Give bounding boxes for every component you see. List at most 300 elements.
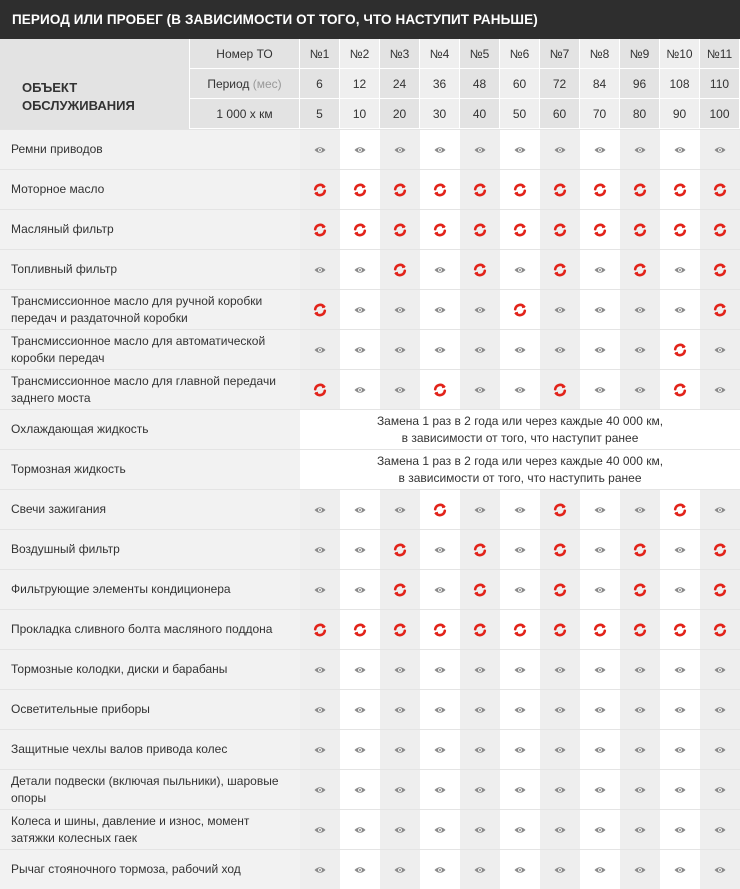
row-label: [0, 850, 300, 889]
replace-icon: [313, 223, 327, 237]
to-number-label: Номер ТО: [190, 39, 300, 69]
eye-icon: [514, 666, 526, 674]
eye-icon: [314, 826, 326, 834]
period-cell: 96: [620, 69, 660, 99]
schedule-cell: [340, 730, 380, 769]
schedule-cell: [620, 810, 660, 849]
schedule-cell: [620, 530, 660, 569]
schedule-cell: [380, 370, 420, 409]
schedule-cell: [420, 530, 460, 569]
row-label-text: Колеса и шины, давление и износ, момент затяжки колесных гаек: [11, 813, 250, 845]
schedule-cell: [620, 170, 660, 209]
schedule-cell: [300, 690, 340, 729]
schedule-cell: [700, 370, 740, 409]
eye-icon: [434, 746, 446, 754]
schedule-cell: [660, 210, 700, 249]
eye-icon: [354, 866, 366, 874]
replace-icon: [633, 183, 647, 197]
eye-icon: [714, 746, 726, 754]
eye-icon: [514, 746, 526, 754]
schedule-cell: [540, 330, 580, 369]
replace-icon: [673, 623, 687, 637]
row-label-text: Ремни приводов: [11, 142, 103, 156]
period-label-text: Период: [207, 77, 250, 91]
eye-icon: [554, 706, 566, 714]
replace-icon: [393, 223, 407, 237]
eye-icon: [514, 706, 526, 714]
replace-icon: [713, 543, 727, 557]
eye-icon: [354, 746, 366, 754]
period-cell: 84: [580, 69, 620, 99]
eye-icon: [554, 146, 566, 154]
eye-icon: [394, 746, 406, 754]
row-label: [0, 250, 300, 289]
schedule-cell: [620, 770, 660, 809]
schedule-cell: [300, 130, 340, 169]
schedule-cell: [660, 330, 700, 369]
schedule-cell: [700, 850, 740, 889]
to-number-cell: №10: [660, 39, 700, 69]
eye-icon: [434, 826, 446, 834]
eye-icon: [474, 706, 486, 714]
schedule-cell: [660, 690, 700, 729]
eye-icon: [514, 866, 526, 874]
eye-icon: [674, 666, 686, 674]
schedule-cell: [340, 610, 380, 649]
eye-icon: [714, 706, 726, 714]
replace-icon: [313, 303, 327, 317]
row-label: [0, 130, 300, 169]
schedule-cell: [380, 210, 420, 249]
schedule-cell: [540, 650, 580, 689]
replace-icon: [673, 343, 687, 357]
eye-icon: [354, 146, 366, 154]
schedule-cell: [500, 250, 540, 289]
eye-icon: [714, 786, 726, 794]
eye-icon: [314, 546, 326, 554]
schedule-cell: [420, 330, 460, 369]
schedule-cell: [580, 810, 620, 849]
eye-icon: [554, 866, 566, 874]
eye-icon: [714, 506, 726, 514]
eye-icon: [474, 786, 486, 794]
schedule-cell: [660, 290, 700, 329]
replacement-note-line: Замена 1 раз в 2 года или через каждые 40 000 км,: [376, 413, 664, 428]
km-cell: 70: [580, 99, 620, 129]
schedule-cell: [380, 570, 420, 609]
row-label-text: Трансмиссионное масло для главной передачи заднего моста: [11, 373, 276, 405]
schedule-cell: [340, 650, 380, 689]
schedule-cell: [500, 570, 540, 609]
replace-icon: [353, 223, 367, 237]
schedule-cell: [380, 330, 420, 369]
eye-icon: [314, 586, 326, 594]
table-row: [0, 729, 740, 769]
schedule-cell: [620, 290, 660, 329]
schedule-cell: [700, 690, 740, 729]
row-label-text: Осветительные приборы: [11, 702, 150, 716]
row-label-text: Топливный фильтр: [11, 262, 117, 276]
schedule-cell: [500, 370, 540, 409]
schedule-cell: [500, 490, 540, 529]
eye-icon: [514, 506, 526, 514]
eye-icon: [514, 266, 526, 274]
table-row: [0, 409, 740, 449]
km-cell: 60: [540, 99, 580, 129]
schedule-cell: [500, 290, 540, 329]
eye-icon: [554, 826, 566, 834]
eye-icon: [314, 506, 326, 514]
schedule-cell: [340, 370, 380, 409]
schedule-cell: [340, 850, 380, 889]
schedule-cell: [340, 170, 380, 209]
row-label: [0, 410, 300, 449]
schedule-cell: [300, 610, 340, 649]
schedule-cell: [700, 290, 740, 329]
eye-icon: [714, 666, 726, 674]
row-label: [0, 770, 300, 809]
schedule-cell: [540, 530, 580, 569]
eye-icon: [314, 786, 326, 794]
eye-icon: [514, 586, 526, 594]
to-number-cell: №3: [380, 39, 420, 69]
eye-icon: [474, 746, 486, 754]
schedule-cell: [700, 530, 740, 569]
km-cell: 40: [460, 99, 500, 129]
schedule-cell: [660, 850, 700, 889]
row-label: [0, 290, 300, 329]
eye-icon: [514, 386, 526, 394]
period-cell: 24: [380, 69, 420, 99]
eye-icon: [674, 706, 686, 714]
schedule-cell: [420, 490, 460, 529]
row-label-text: Воздушный фильтр: [11, 542, 120, 556]
eye-icon: [714, 826, 726, 834]
schedule-cell: [340, 330, 380, 369]
replace-icon: [473, 623, 487, 637]
replace-icon: [433, 183, 447, 197]
row-label-text: Охлаждающая жидкость: [11, 422, 149, 436]
schedule-cell: [700, 210, 740, 249]
eye-icon: [474, 666, 486, 674]
period-cell: 36: [420, 69, 460, 99]
eye-icon: [674, 746, 686, 754]
table-row: [0, 249, 740, 289]
table-row: [0, 329, 740, 369]
to-number-cell: №11: [700, 39, 740, 69]
schedule-cell: [580, 170, 620, 209]
schedule-cell: [620, 210, 660, 249]
schedule-cell: [300, 810, 340, 849]
schedule-cell: [540, 290, 580, 329]
schedule-cell: [660, 770, 700, 809]
schedule-cell: [300, 490, 340, 529]
replace-icon: [713, 183, 727, 197]
schedule-cell: [700, 170, 740, 209]
replace-icon: [713, 223, 727, 237]
replace-icon: [513, 303, 527, 317]
replacement-note: [300, 410, 740, 449]
schedule-cell: [660, 490, 700, 529]
eye-icon: [674, 546, 686, 554]
eye-icon: [434, 866, 446, 874]
schedule-cell: [540, 690, 580, 729]
replace-icon: [433, 223, 447, 237]
replace-icon: [713, 303, 727, 317]
eye-icon: [674, 786, 686, 794]
schedule-cell: [620, 330, 660, 369]
schedule-cell: [300, 530, 340, 569]
to-number-cell: №8: [580, 39, 620, 69]
schedule-cell: [460, 650, 500, 689]
eye-icon: [354, 506, 366, 514]
schedule-cell: [540, 730, 580, 769]
eye-icon: [674, 266, 686, 274]
replace-icon: [713, 583, 727, 597]
schedule-cell: [700, 330, 740, 369]
eye-icon: [514, 826, 526, 834]
replace-icon: [473, 183, 487, 197]
schedule-cell: [500, 650, 540, 689]
eye-icon: [674, 826, 686, 834]
schedule-cell: [580, 530, 620, 569]
replace-icon: [393, 183, 407, 197]
eye-icon: [674, 586, 686, 594]
schedule-cell: [460, 370, 500, 409]
schedule-cell: [300, 650, 340, 689]
eye-icon: [634, 826, 646, 834]
replace-icon: [513, 223, 527, 237]
schedule-cell: [580, 130, 620, 169]
replace-icon: [553, 383, 567, 397]
object-header: [0, 39, 190, 129]
schedule-cell: [700, 730, 740, 769]
table-row: [0, 169, 740, 209]
schedule-cell: [620, 370, 660, 409]
table-row: [0, 209, 740, 249]
schedule-cell: [500, 810, 540, 849]
schedule-cell: [540, 250, 580, 289]
replace-icon: [633, 623, 647, 637]
schedule-cell: [660, 170, 700, 209]
eye-icon: [354, 546, 366, 554]
to-number-cell: №4: [420, 39, 460, 69]
schedule-cell: [580, 570, 620, 609]
to-number-cell: №7: [540, 39, 580, 69]
eye-icon: [394, 346, 406, 354]
schedule-cell: [420, 650, 460, 689]
eye-icon: [594, 706, 606, 714]
schedule-cell: [460, 330, 500, 369]
eye-icon: [434, 146, 446, 154]
schedule-cell: [380, 810, 420, 849]
schedule-cell: [700, 250, 740, 289]
schedule-cell: [460, 170, 500, 209]
replace-icon: [553, 183, 567, 197]
schedule-cell: [460, 290, 500, 329]
replace-icon: [553, 623, 567, 637]
schedule-cell: [660, 650, 700, 689]
schedule-cell: [420, 610, 460, 649]
row-label: [0, 570, 300, 609]
eye-icon: [594, 266, 606, 274]
eye-icon: [714, 146, 726, 154]
schedule-cell: [380, 850, 420, 889]
schedule-cell: [380, 490, 420, 529]
schedule-cell: [420, 770, 460, 809]
schedule-cell: [420, 810, 460, 849]
to-number-cell: №9: [620, 39, 660, 69]
replace-icon: [713, 623, 727, 637]
schedule-cell: [460, 130, 500, 169]
eye-icon: [394, 666, 406, 674]
replace-icon: [313, 383, 327, 397]
km-cell: 90: [660, 99, 700, 129]
schedule-cell: [340, 570, 380, 609]
replace-icon: [673, 223, 687, 237]
period-cell: 6: [300, 69, 340, 99]
schedule-cell: [620, 730, 660, 769]
table-row: [0, 489, 740, 529]
row-label-text: Фильтрующие элементы кондиционера: [11, 582, 231, 596]
eye-icon: [594, 306, 606, 314]
schedule-cell: [540, 610, 580, 649]
row-label-text: Трансмиссионное масло для автоматической коробки передач: [11, 333, 266, 365]
eye-icon: [514, 786, 526, 794]
schedule-cell: [660, 250, 700, 289]
period-cell: 60: [500, 69, 540, 99]
schedule-cell: [380, 130, 420, 169]
schedule-cell: [540, 810, 580, 849]
schedule-cell: [620, 610, 660, 649]
schedule-cell: [300, 330, 340, 369]
schedule-cell: [460, 210, 500, 249]
row-label-text: Прокладка сливного болта масляного поддона: [11, 622, 273, 636]
eye-icon: [714, 866, 726, 874]
schedule-cell: [660, 530, 700, 569]
row-label-text: Масляный фильтр: [11, 222, 114, 236]
to-number-cell: №6: [500, 39, 540, 69]
schedule-cell: [460, 770, 500, 809]
eye-icon: [394, 306, 406, 314]
schedule-cell: [380, 610, 420, 649]
schedule-cell: [420, 730, 460, 769]
km-cell: 10: [340, 99, 380, 129]
eye-icon: [434, 266, 446, 274]
eye-icon: [354, 306, 366, 314]
schedule-cell: [500, 330, 540, 369]
schedule-cell: [580, 330, 620, 369]
schedule-cell: [620, 570, 660, 609]
eye-icon: [514, 546, 526, 554]
table-row: [0, 449, 740, 489]
row-label: [0, 450, 300, 489]
row-label: [0, 810, 300, 849]
schedule-cell: [340, 810, 380, 849]
eye-icon: [434, 586, 446, 594]
eye-icon: [474, 826, 486, 834]
table-row: [0, 289, 740, 329]
row-label: [0, 650, 300, 689]
replace-icon: [713, 263, 727, 277]
km-label: 1 000 х км: [190, 99, 300, 129]
schedule-cell: [660, 370, 700, 409]
schedule-cell: [500, 850, 540, 889]
replace-icon: [673, 183, 687, 197]
schedule-cell: [580, 610, 620, 649]
schedule-cell: [700, 570, 740, 609]
schedule-cell: [340, 490, 380, 529]
table-row: [0, 569, 740, 609]
schedule-cell: [380, 530, 420, 569]
to-number-cell: №5: [460, 39, 500, 69]
eye-icon: [474, 346, 486, 354]
replace-icon: [553, 583, 567, 597]
eye-icon: [434, 546, 446, 554]
replacement-note-line: в зависимости от того, что наступить ранее: [398, 470, 642, 485]
eye-icon: [434, 786, 446, 794]
eye-icon: [314, 346, 326, 354]
eye-icon: [634, 786, 646, 794]
row-label: [0, 490, 300, 529]
schedule-cell: [580, 770, 620, 809]
schedule-cell: [420, 170, 460, 209]
schedule-cell: [420, 130, 460, 169]
eye-icon: [314, 266, 326, 274]
schedule-cell: [300, 290, 340, 329]
eye-icon: [354, 826, 366, 834]
eye-icon: [594, 146, 606, 154]
schedule-cell: [580, 370, 620, 409]
period-cell: 48: [460, 69, 500, 99]
schedule-cell: [300, 250, 340, 289]
eye-icon: [314, 666, 326, 674]
eye-icon: [474, 146, 486, 154]
replace-icon: [353, 623, 367, 637]
row-label: [0, 730, 300, 769]
eye-icon: [354, 346, 366, 354]
schedule-cell: [420, 250, 460, 289]
replace-icon: [473, 583, 487, 597]
schedule-cell: [700, 490, 740, 529]
table-row: [0, 529, 740, 569]
period-label: [190, 69, 300, 99]
eye-icon: [394, 826, 406, 834]
schedule-cell: [700, 810, 740, 849]
eye-icon: [434, 706, 446, 714]
schedule-cell: [340, 210, 380, 249]
schedule-cell: [580, 650, 620, 689]
schedule-cell: [620, 690, 660, 729]
schedule-cell: [660, 130, 700, 169]
schedule-cell: [300, 570, 340, 609]
row-label: [0, 330, 300, 369]
eye-icon: [714, 386, 726, 394]
eye-icon: [634, 146, 646, 154]
schedule-cell: [460, 810, 500, 849]
schedule-cell: [340, 690, 380, 729]
replace-icon: [593, 623, 607, 637]
schedule-cell: [540, 770, 580, 809]
eye-icon: [634, 866, 646, 874]
eye-icon: [554, 306, 566, 314]
replace-icon: [433, 623, 447, 637]
replace-icon: [393, 543, 407, 557]
eye-icon: [674, 866, 686, 874]
eye-icon: [634, 506, 646, 514]
schedule-cell: [460, 250, 500, 289]
eye-icon: [314, 146, 326, 154]
